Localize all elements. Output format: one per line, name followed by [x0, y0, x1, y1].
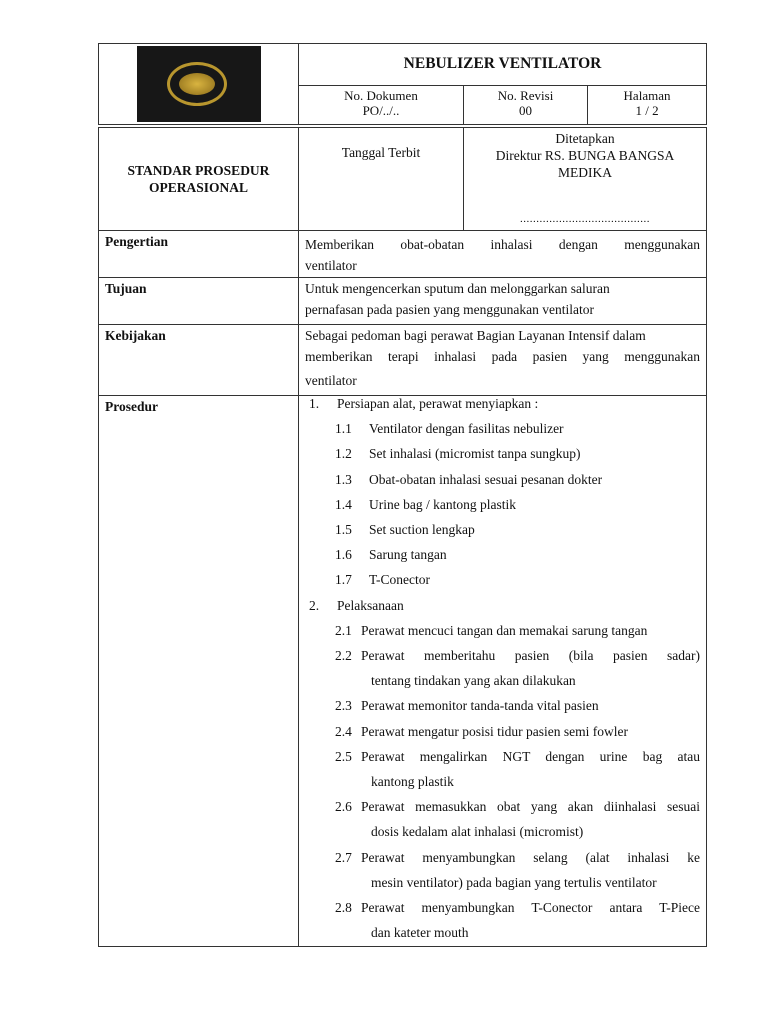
- list-item: [305, 542, 700, 567]
- list-item-number: 2.3: [335, 698, 352, 714]
- list-item-number: 2.5: [335, 748, 352, 764]
- list-item-number: 1.1: [335, 421, 352, 437]
- sop-line-1: STANDAR PROSEDUR: [127, 163, 270, 178]
- list-item-number: 1.4: [335, 496, 352, 512]
- list-item-text: Perawat memberitahu pasien (bila pasien sadar): [361, 647, 700, 663]
- list-item-text: Perawat mengatur posisi tidur pasien semi fowler: [361, 723, 628, 739]
- list-item: [305, 618, 700, 643]
- list-item: [305, 643, 700, 693]
- list-item-body: [361, 693, 700, 718]
- list-item-body: [361, 744, 700, 794]
- no-dokumen-cell: [299, 85, 464, 125]
- step-2-number: 2.: [309, 597, 320, 613]
- list-item: [305, 441, 700, 466]
- kebijakan-content: [299, 325, 707, 396]
- sop-document: [98, 43, 706, 947]
- document-title: NEBULIZER VENTILATOR: [299, 44, 707, 86]
- kebijakan-line-2: memberikan terapi inhalasi pada pasien yang menggunakan: [305, 349, 700, 364]
- list-item-text: Perawat mencuci tangan dan memakai sarung tangan: [361, 622, 648, 638]
- logo-cell: [99, 44, 299, 125]
- step-1-text: Persiapan alat, perawat menyiapkan :: [337, 396, 539, 411]
- list-item-number: 2.2: [335, 647, 352, 663]
- sop-line-2: OPERASIONAL: [148, 180, 248, 195]
- list-item: [305, 719, 700, 744]
- no-revisi-label: No. Revisi: [497, 87, 554, 103]
- list-item-continuation: dosis kedalam alat inhalasi (micromist): [371, 824, 584, 840]
- tujuan-line-1: Untuk mengencerkan sputum dan melonggarkan saluran: [305, 281, 610, 296]
- list-item-text: Perawat memonitor tanda-tanda vital pasien: [361, 698, 599, 714]
- list-item-text: Perawat mengalirkan NGT dengan urine bag atau: [361, 748, 700, 764]
- list-item-number: 2.1: [335, 622, 352, 638]
- list-item: [305, 744, 700, 794]
- list-item-body: [361, 845, 700, 895]
- list-item-number: 2.6: [335, 799, 352, 815]
- list-item-continuation: tentang tindakan yang akan dilakukan: [371, 673, 576, 689]
- list-item-continuation: kantong plastik: [371, 773, 454, 789]
- list-item: [305, 895, 700, 945]
- logo-emblem-icon: [179, 73, 215, 95]
- list-item-number: 1.2: [335, 446, 352, 462]
- list-item-number: 2.8: [335, 899, 352, 915]
- step-1: [305, 391, 700, 416]
- no-dokumen-label: No. Dokumen: [344, 87, 418, 103]
- list-item-number: 1.5: [335, 521, 352, 537]
- halaman-label: Halaman: [623, 87, 671, 103]
- list-item: [305, 567, 700, 592]
- list-item-number: 1.3: [335, 471, 352, 487]
- list-item-number: 2.4: [335, 723, 352, 739]
- tujuan-line-2: pernafasan pada pasien yang menggunakan ventilator: [305, 302, 595, 317]
- list-item: [305, 492, 700, 517]
- list-item-body: [361, 794, 700, 844]
- no-revisi-cell: [464, 85, 588, 125]
- list-item-text: Sarung tangan: [369, 547, 447, 563]
- list-item-body: [361, 643, 700, 693]
- sop-table: [98, 127, 707, 947]
- ditetapkan-cell: [464, 128, 707, 231]
- step-2-items: [305, 618, 700, 946]
- pengertian-line-1: Memberikan obat-obatan inhalasi dengan menggunakan: [305, 237, 700, 252]
- list-item: [305, 693, 700, 718]
- list-item-text: Perawat menyambungkan T-Conector antara T-Piece: [361, 899, 700, 915]
- kebijakan-label: Kebijakan: [99, 325, 299, 396]
- list-item-text: Urine bag / kantong plastik: [369, 496, 516, 512]
- direktur-line-1: Direktur RS. BUNGA BANGSA: [495, 148, 675, 163]
- signature-line: ........................................: [520, 213, 650, 225]
- list-item: [305, 467, 700, 492]
- list-item-number: 1.7: [335, 572, 352, 588]
- list-item-text: Set suction lengkap: [369, 521, 475, 537]
- step-2-text: Pelaksanaan: [337, 597, 404, 613]
- list-item-text: Perawat memasukkan obat yang akan diinhalasi sesuai: [361, 799, 700, 815]
- list-item-text: T-Conector: [369, 572, 430, 588]
- list-item-number: 1.6: [335, 547, 352, 563]
- tujuan-content: [299, 278, 707, 325]
- halaman-cell: [588, 85, 707, 125]
- list-item-text: Perawat menyambungkan selang (alat inhalasi ke: [361, 849, 700, 865]
- kebijakan-line-3: ventilator: [305, 373, 357, 388]
- no-dokumen-value: PO/../..: [362, 102, 400, 118]
- list-item-text: Set inhalasi (micromist tanpa sungkup): [369, 446, 581, 462]
- list-item: [305, 845, 700, 895]
- list-item-body: [361, 895, 700, 945]
- list-item-body: [361, 618, 700, 643]
- list-item-body: [361, 719, 700, 744]
- kebijakan-line-1: Sebagai pedoman bagi perawat Bagian Layanan Intensif dalam: [305, 328, 646, 343]
- list-item-text: Obat-obatan inhalasi sesuai pesanan dokter: [369, 471, 603, 487]
- ditetapkan-label: Ditetapkan: [555, 131, 615, 146]
- step-2: [305, 593, 700, 618]
- list-item: [305, 517, 700, 542]
- hospital-logo: [137, 46, 261, 122]
- header-table: [98, 43, 707, 125]
- tujuan-label: Tujuan: [99, 278, 299, 325]
- no-revisi-value: 00: [519, 102, 532, 118]
- list-item-number: 2.7: [335, 849, 352, 865]
- pengertian-label: Pengertian: [99, 231, 299, 278]
- list-item-continuation: mesin ventilator) pada bagian yang tertulis ventilator: [371, 874, 657, 890]
- step-1-items: [305, 416, 700, 592]
- pengertian-line-2: ventilator: [305, 258, 357, 273]
- sop-heading: [99, 128, 299, 231]
- list-item: [305, 794, 700, 844]
- prosedur-content: [299, 396, 707, 947]
- list-item-continuation: dan kateter mouth: [371, 925, 469, 941]
- step-1-number: 1.: [309, 396, 320, 411]
- halaman-value: 1 / 2: [635, 102, 659, 118]
- list-item-text: Ventilator dengan fasilitas nebulizer: [369, 421, 564, 437]
- direktur-line-2: MEDIKA: [558, 165, 612, 180]
- pengertian-content: [299, 231, 707, 278]
- list-item: [305, 416, 700, 441]
- prosedur-label: Prosedur: [99, 396, 299, 947]
- tanggal-terbit: Tanggal Terbit: [299, 128, 464, 231]
